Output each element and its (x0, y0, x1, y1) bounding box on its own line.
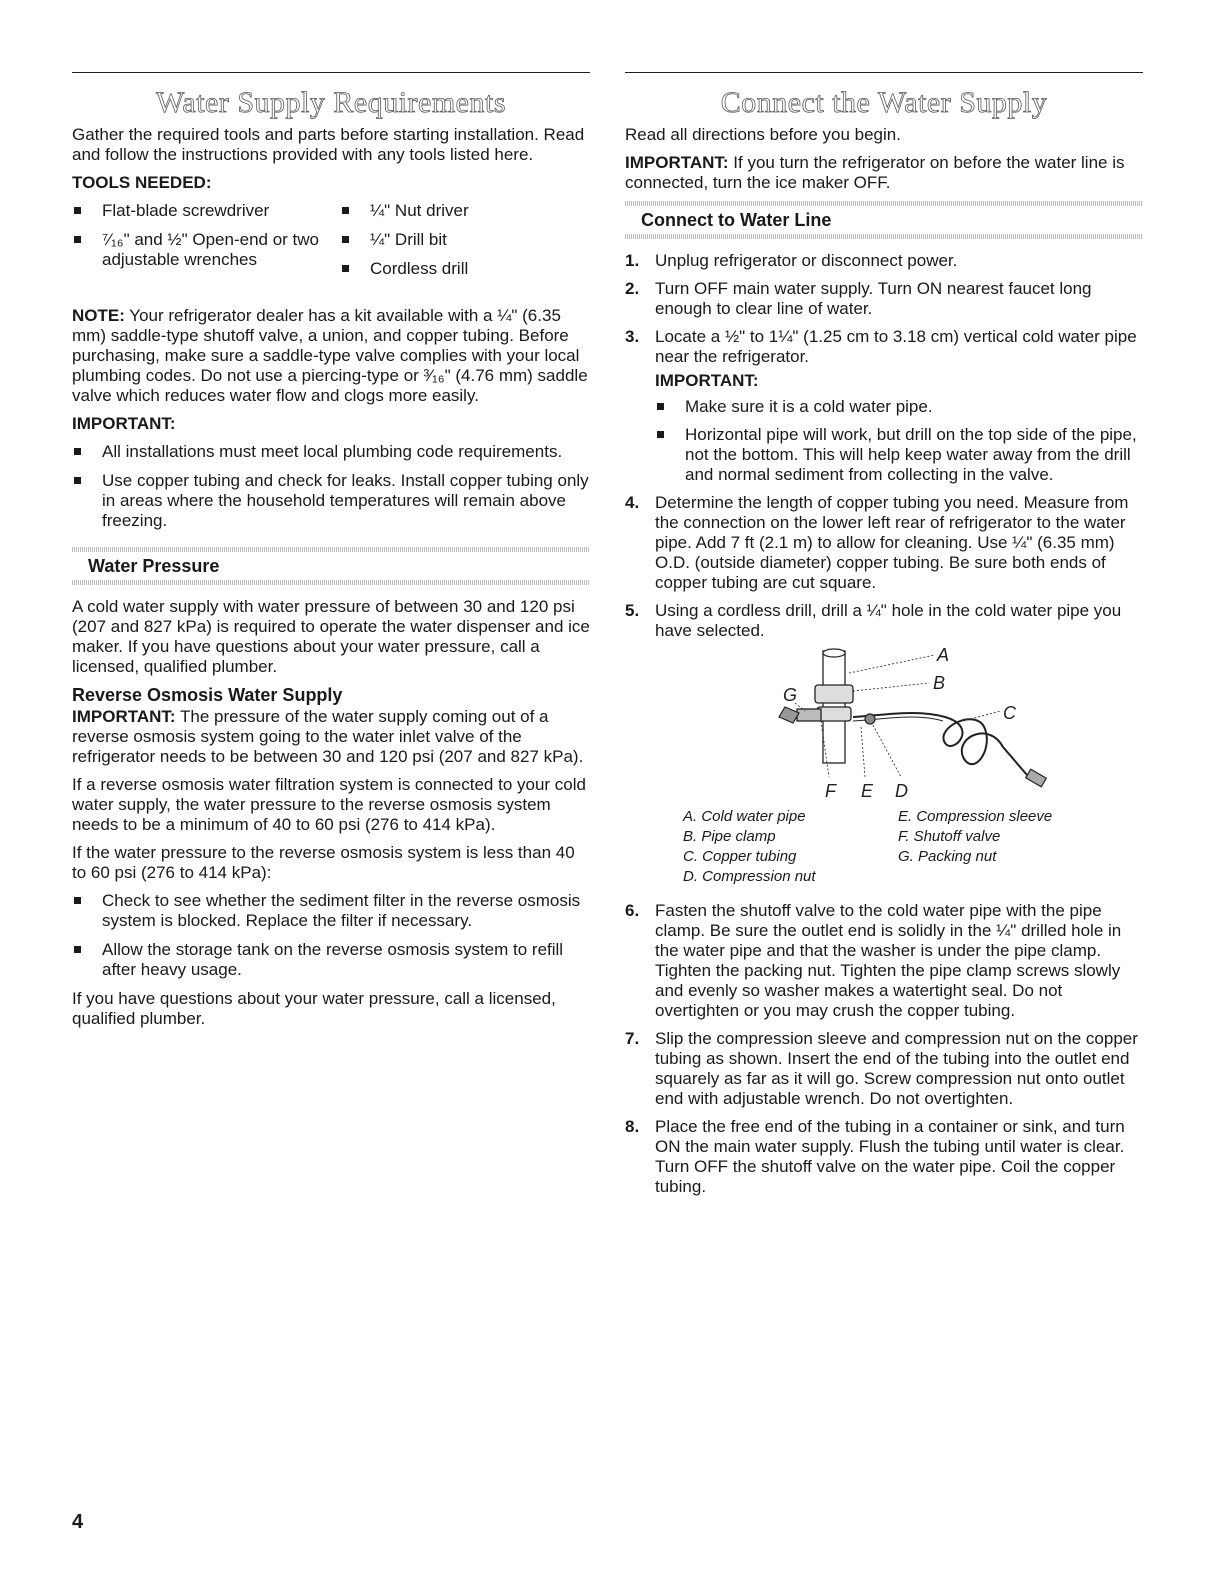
label-c: C (1003, 703, 1016, 723)
tool-item: Cordless drill (340, 259, 590, 279)
section-title-connect-water-supply: Connect the Water Supply (720, 86, 1048, 119)
note-paragraph (72, 306, 590, 406)
ro-item: Check to see whether the sediment filter in the reverse osmosis system is blocked. Replace the filter if necessary. (72, 891, 590, 931)
tool-item: ⁷⁄₁₆" and ½" Open-end or two adjustable wrenches (72, 230, 340, 270)
important-heading: IMPORTANT: (72, 414, 176, 433)
legend-item: G. Packing nut (898, 848, 997, 865)
ro-paragraph-2: If a reverse osmosis water filtration system is connected to your cold water supply, the water pressure to the reverse osmosis system needs to be a minimum of 40 to 60 psi (276 to 414 kPa). (72, 775, 586, 834)
steps-list (625, 251, 1143, 1197)
ro-list (72, 891, 590, 980)
tools-column-2 (340, 201, 590, 288)
step-item (625, 279, 1143, 319)
tools-column-1 (72, 201, 340, 288)
step-item (625, 251, 1143, 271)
important-item: Use copper tubing and check for leaks. Install copper tubing only in areas where the household temperatures will remain above freezing. (72, 471, 590, 531)
step-text: Unplug refrigerator or disconnect power. (655, 251, 958, 270)
legend-column-1 (683, 807, 898, 887)
hatch-divider (625, 201, 1143, 206)
legend-item: D. Compression nut (683, 868, 816, 885)
copper-tubing (853, 713, 1043, 783)
connect-water-line-heading: Connect to Water Line (641, 210, 832, 230)
hatch-divider (625, 234, 1143, 239)
step-item (625, 601, 1143, 887)
step-item (625, 1029, 1143, 1109)
ro-important-paragraph (72, 707, 590, 767)
legend-column-2 (898, 807, 1052, 887)
step-number: 6. (625, 901, 640, 920)
step-text: Slip the compression sleeve and compression nut on the copper tubing as shown. Insert the end of the tubing into the outlet end squarely as far as it will go. Screw compression nut onto outlet end with adjustable wrench. Do not overtighten. (655, 1029, 1138, 1108)
legend-item: A. Cold water pipe (683, 808, 806, 825)
step-text: Using a cordless drill, drill a ¼" hole in the cold water pipe you have selected. (655, 601, 1122, 640)
leader-e (861, 727, 865, 777)
step3-important-heading: IMPORTANT: (655, 371, 759, 390)
pipe-clamp (815, 685, 853, 703)
step-number: 7. (625, 1029, 640, 1048)
note-label: NOTE: (72, 306, 125, 325)
valve-handle (779, 707, 799, 723)
legend-item: B. Pipe clamp (683, 828, 776, 845)
hatch-divider (72, 547, 590, 552)
step-number: 4. (625, 493, 640, 512)
leader-d (873, 725, 901, 777)
right-column (625, 72, 1143, 1205)
hatch-divider (72, 580, 590, 585)
section-title-water-supply-requirements: Water Supply Requirements (155, 86, 506, 119)
leader-a (849, 655, 935, 673)
water-line-figure (655, 647, 1143, 807)
pipe-top (823, 649, 845, 657)
left-column (72, 72, 590, 1037)
tool-item: ¼" Drill bit (340, 230, 590, 250)
step-number: 8. (625, 1117, 640, 1136)
top-rule (72, 72, 590, 73)
pipe-clamp-lower (817, 707, 851, 721)
tool-item: Flat-blade screwdriver (72, 201, 340, 221)
tools-heading: TOOLS NEEDED: (72, 173, 212, 192)
important-list (72, 442, 590, 531)
right-intro-paragraph: Read all directions before you begin. (625, 125, 901, 144)
compression-fitting (1026, 769, 1047, 787)
step-text: Fasten the shutoff valve to the cold water pipe with the pipe clamp. Be sure the outlet end is solidly in the ¼" drilled hole in the water pipe and that the washer is under the pipe clamp. Tighten the packing nut. Tighten the pipe clamp screws slowly and evenly so washer makes a watertight seal. Do not overtighten or you may crush the copper tubing. (655, 901, 1122, 1020)
step-item (625, 1117, 1143, 1197)
intro-paragraph: Gather the required tools and parts before starting installation. Read and follow the instructions provided with any tools listed here. (72, 125, 585, 164)
step-number: 1. (625, 251, 640, 270)
compression-nut (865, 714, 875, 724)
right-important-text: If you turn the refrigerator on before the water line is connected, turn the ice maker OFF. (625, 153, 1125, 192)
figure-legend (683, 807, 1143, 887)
step-item (625, 327, 1143, 485)
label-a: A (937, 647, 950, 665)
step-number: 5. (625, 601, 640, 620)
step3-important-list (655, 397, 1143, 485)
note-text: Your refrigerator dealer has a kit available with a ¼" (6.35 mm) saddle-type shutoff valve, a union, and copper tubing. Before purchasing, make sure a saddle-type valve complies with your local plumbing codes. Do not use a piercing-type or ³⁄₁₆" (4.76 mm) saddle valve which reduces water flow and clogs more easily. (72, 306, 588, 405)
page-number: 4 (72, 1511, 84, 1533)
step3-important-item: Horizontal pipe will work, but drill on the top side of the pipe, not the bottom. This will help keep water away from the drill and normal sediment from collecting in the valve. (655, 425, 1143, 485)
tools-list (72, 201, 590, 296)
water-pressure-heading: Water Pressure (88, 556, 220, 576)
label-e: E (861, 781, 874, 801)
right-important-label: IMPORTANT: (625, 153, 729, 172)
step-number: 2. (625, 279, 640, 298)
step-item (625, 493, 1143, 593)
tool-item: ¼" Nut driver (340, 201, 590, 221)
legend-item: F. Shutoff valve (898, 828, 1001, 845)
reverse-osmosis-heading: Reverse Osmosis Water Supply (72, 685, 343, 705)
step3-important-item: Make sure it is a cold water pipe. (655, 397, 1143, 417)
step-number: 3. (625, 327, 640, 346)
valve-diagram (655, 647, 1143, 807)
step-text: Locate a ½" to 1¼" (1.25 cm to 3.18 cm) vertical cold water pipe near the refrigerator. (655, 327, 1137, 366)
legend-item: C. Copper tubing (683, 848, 797, 865)
important-item: All installations must meet local plumbing code requirements. (72, 442, 590, 462)
ro-paragraph-3: If the water pressure to the reverse osmosis system is less than 40 to 60 psi (276 to 414 kPa): (72, 843, 575, 882)
ro-item: Allow the storage tank on the reverse osmosis system to refill after heavy usage. (72, 940, 590, 980)
leader-b (853, 683, 929, 691)
ro-closing-paragraph: If you have questions about your water pressure, call a licensed, qualified plumber. (72, 989, 556, 1028)
label-b: B (933, 673, 946, 693)
label-g: G (783, 685, 798, 705)
step-text: Turn OFF main water supply. Turn ON nearest faucet long enough to clear line of water. (655, 279, 1092, 318)
top-rule (625, 72, 1143, 73)
step-text: Determine the length of copper tubing you need. Measure from the connection on the lower left rear of refrigerator to the water pipe. Add 7 ft (2.1 m) to allow for cleaning. Use ¼" (6.35 mm) O.D. (outside diameter) copper tubing. Be sure both ends of copper tubing are cut square. (655, 493, 1129, 592)
legend-item: E. Compression sleeve (898, 808, 1053, 825)
shutoff-valve (797, 709, 821, 721)
step-item (625, 901, 1143, 1021)
label-f: F (825, 781, 836, 801)
label-d: D (895, 781, 908, 801)
step-text: Place the free end of the tubing in a container or sink, and turn ON the main water supply. Flush the tubing until water is clear. Turn OFF the shutoff valve on the water pipe. Coil the copper tubing. (655, 1117, 1125, 1196)
right-important-paragraph (625, 153, 1143, 193)
ro-important-text: The pressure of the water supply coming out of a reverse osmosis system going to the water inlet valve of the refrigerator needs to be between 30 and 120 psi (207 and 827 kPa). (72, 707, 584, 766)
ro-important-label: IMPORTANT: (72, 707, 176, 726)
pressure-paragraph: A cold water supply with water pressure of between 30 and 120 psi (207 and 827 kPa) is required to operate the water dispenser and ice maker. If you have questions about your water pressure, call a licensed, qualified plumber. (72, 597, 590, 676)
